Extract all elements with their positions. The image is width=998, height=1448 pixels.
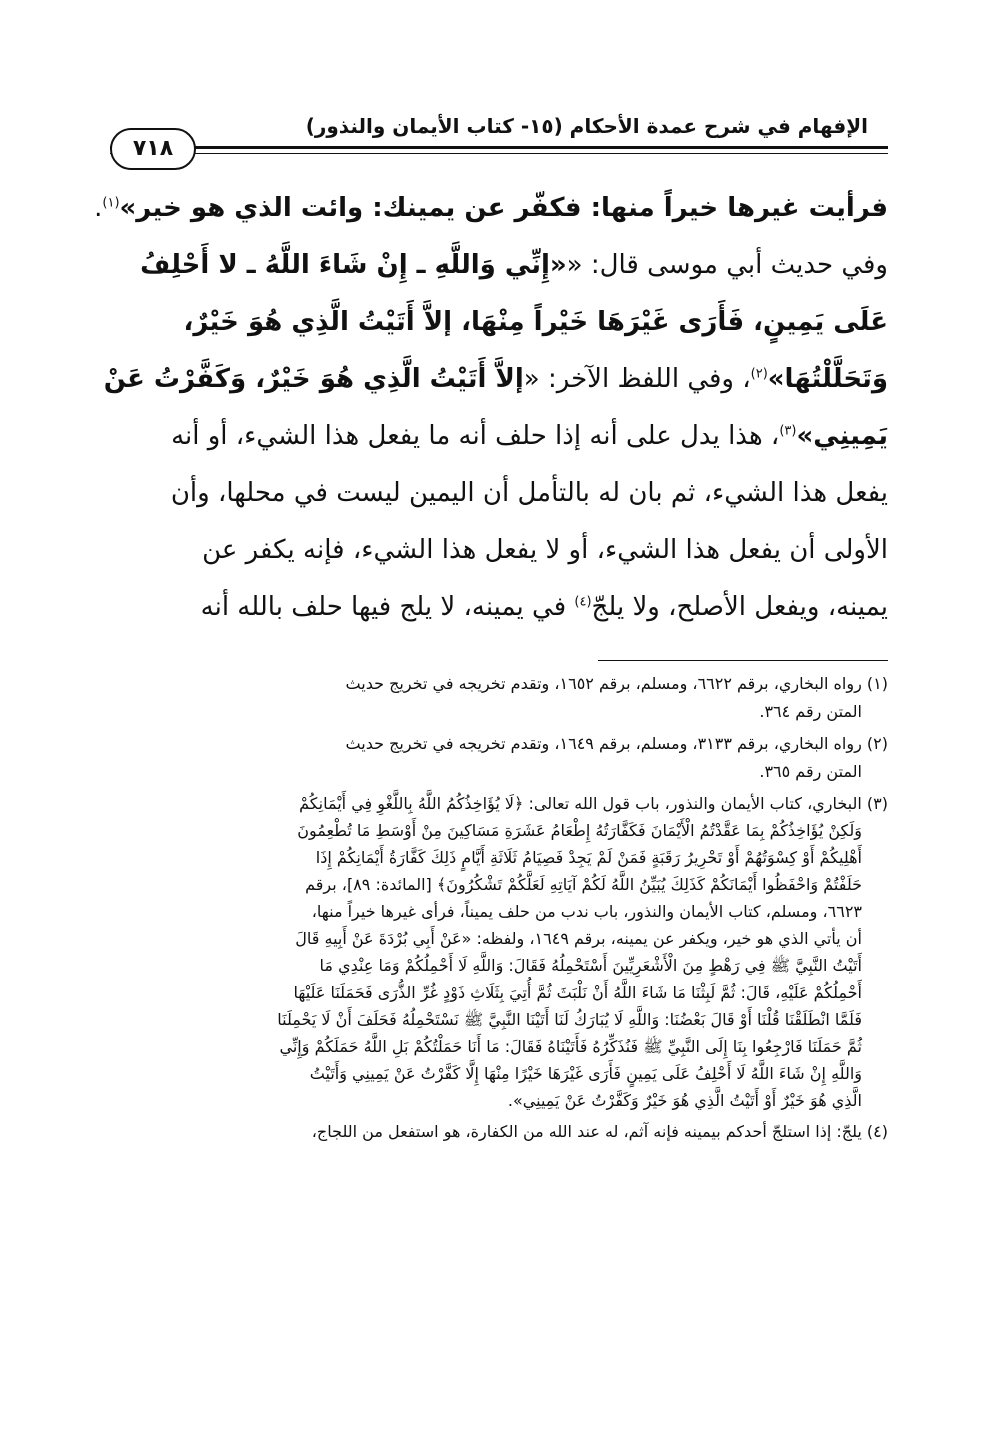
body-text: فرأيت غيرها خيراً منها: فكفّر عن يمينك: وائت الذي هو خير»: [119, 193, 888, 223]
body-line: [110, 579, 888, 636]
footnote-line: فَلَمَّا انْطَلَقْنَا قُلْنَا أَوْ قَالَ بَعْضُنَا: وَاللَّهِ لَا يُبَارَكُ لَنَا أَتَيْنَا النَّبِيَّ ﷺ نَسْتَحْمِلُهُ فَحَلَفَ أَنْ لَا يَحْمِلَنَا: [277, 1010, 862, 1029]
footnote: [110, 790, 888, 1114]
footnote-ref: (٣): [779, 423, 797, 439]
footnote-line: أَحْمِلُكُمْ عَلَيْهِ، قَالَ: ثُمَّ لَبِثْنَا مَا شَاءَ اللَّهُ أَنْ نَلْبَثَ ثُمَّ أُتِيَ بِثَلَاثِ ذَوْدٍ غُرِّ الذُّرَى فَحَمَلَنَا عَلَيْهَا: [293, 983, 862, 1002]
footnote: [110, 730, 888, 786]
body-line: [110, 294, 888, 351]
footnote-ref: (١): [102, 195, 120, 211]
footnote-line: (٣) البخاري، كتاب الأيمان والنذور، باب قول الله تعالى: ﴿لَا يُؤَاخِذُكُمُ اللَّهُ بِاللَّغْوِ فِي أَيْمَانِكُمْ: [299, 794, 888, 813]
footnote-line: ثُمَّ حَمَلَنَا فَارْجِعُوا بِنَا إِلَى النَّبِيِّ ﷺ فَنُذَكِّرُهُ فَأَتَيْنَاهُ فَقَالَ: مَا أَنَا حَمَلْتُكُمْ بَلِ اللَّهُ حَمَلَكُمْ وَإِنِّي: [279, 1037, 862, 1056]
footnote-line: وَاللَّهِ إِنْ شَاءَ اللَّهُ لَا أَحْلِفُ عَلَى يَمِينٍ فَأَرَى غَيْرَهَا خَيْرًا مِنْهَا إِلَّا كَفَّرْتُ عَنْ يَمِينِي وَأَتَيْتُ: [309, 1064, 862, 1083]
body-line: [94, 180, 888, 237]
body-line: [110, 465, 888, 522]
footnote-line: (١) رواه البخاري، برقم ٦٦٢٢، ومسلم، برقم ١٦٥٢، وتقدم تخريجه في تخريج حديث: [345, 674, 888, 693]
footnote: [110, 670, 888, 726]
footnote-line: أَهْلِيكُمْ أَوْ كِسْوَتُهُمْ أَوْ تَحْرِيرُ رَقَبَةٍ فَمَنْ لَمْ يَجِدْ فَصِيَامُ ثَلَاثَةِ أَيَّامٍ ذَلِكَ كَفَّارَةُ أَيْمَانِكُمْ إِذَا: [315, 848, 862, 867]
footnote-line: وَلَكِنْ يُؤَاخِذُكُمْ بِمَا عَقَّدْتُمُ الْأَيْمَانَ فَكَفَّارَتُهُ إِطْعَامُ عَشَرَةِ مَسَاكِينَ مِنْ أَوْسَطِ مَا تُطْعِمُونَ: [297, 821, 862, 840]
footnote-line: (٤) يلجّ: إذا استلجّ أحدكم بيمينه فإنه آثم، له عند الله من الكفارة، هو استفعل من اللجاج،: [311, 1122, 888, 1141]
footnote: [110, 1118, 888, 1146]
body-text: يفعل هذا الشيء، ثم بان له بالتأمل أن اليمين ليست في محلها، وأن: [170, 478, 888, 508]
body-line: [103, 351, 888, 408]
body-text: وفي حديث أبي موسى قال: «: [566, 250, 888, 280]
body-text: يَمِينِي»: [796, 421, 888, 451]
body-text: الأولى أن يفعل هذا الشيء، أو لا يفعل هذا الشيء، فإنه يكفر عن: [202, 535, 888, 565]
footnote-line: حَلَفْتُمْ وَاحْفَظُوا أَيْمَانَكُمْ كَذَلِكَ يُبَيِّنُ اللَّهُ لَكُمْ آيَاتِهِ لَعَلَّكُمْ تَشْكُرُونَ﴾ [المائدة: ٨٩]، برقم: [305, 875, 862, 894]
body-line: [110, 522, 888, 579]
footnote-line: أَتَيْتُ النَّبِيَّ ﷺ فِي رَهْطٍ مِنَ الْأَشْعَرِيِّينَ أَسْتَحْمِلُهُ فَقَالَ: وَاللَّهِ لَا أَحْمِلُكُمْ وَمَا عِنْدِي مَا: [319, 956, 862, 975]
body-text: .: [94, 193, 103, 223]
body-text: ، هذا يدل على أنه إذا حلف أنه ما يفعل هذا الشيء، أو أنه: [171, 421, 780, 451]
body-text: ، وفي اللفظ الآخر: «: [523, 364, 751, 394]
page-number: ٧١٨: [110, 128, 196, 170]
footnote-line: المتن رقم ٣٦٤.: [759, 702, 862, 721]
body-text: عَلَى يَمِينٍ، فَأَرَى غَيْرَهَا خَيْراً مِنْهَا، إلاَّ أَتَيْتُ الَّذِي هُوَ خَيْرٌ،: [183, 307, 888, 337]
footnotes: [110, 670, 888, 1150]
footnote-ref: (٤): [574, 594, 592, 610]
footnote-line: أن يأتي الذي هو خير، ويكفر عن يمينه، برقم ١٦٤٩، ولفظه: «عَنْ أَبِي بُرْدَةَ عَنْ أَبِيهِ قَالَ: [295, 929, 862, 948]
header-rule: [110, 146, 888, 154]
footnote-separator: [598, 660, 888, 661]
body-text: «إِنِّي وَاللَّهِ ـ إِنْ شَاءَ اللَّهُ ـ لا أَحْلِفُ: [140, 250, 567, 280]
main-text: [94, 180, 888, 640]
footnote-line: الَّذِي هُوَ خَيْرٌ أَوْ أَتَيْتُ الَّذِي هُوَ خَيْرٌ وَكَفَّرْتُ عَنْ يَمِينِي».: [507, 1091, 862, 1110]
body-line: [110, 237, 888, 294]
footnote-line: ٦٦٢٣، ومسلم، كتاب الأيمان والنذور، باب ندب من حلف يميناً، فرأى غيرها خيراً منها،: [311, 902, 862, 921]
body-text: وَتَحَلَّلْتُهَا»: [767, 364, 888, 394]
page-header: [110, 108, 888, 168]
running-title: الإفهام في شرح عمدة الأحكام (١٥- كتاب الأيمان والنذور): [305, 114, 868, 138]
body-text: يمينه، ويفعل الأصلح، ولا يلجّ: [591, 592, 888, 622]
footnote-line: (٢) رواه البخاري، برقم ٣١٣٣، ومسلم، برقم ١٦٤٩، وتقدم تخريجه في تخريج حديث: [345, 734, 888, 753]
body-text: في يمينه، لا يلج فيها حلف بالله أنه: [200, 592, 575, 622]
footnote-line: المتن رقم ٣٦٥.: [759, 762, 862, 781]
body-text: إلاَّ أَتَيْتُ الَّذِي هُوَ خَيْرٌ، وَكَفَّرْتُ عَنْ: [103, 364, 524, 394]
footnote-ref: (٢): [750, 366, 768, 382]
body-line: [110, 408, 888, 465]
